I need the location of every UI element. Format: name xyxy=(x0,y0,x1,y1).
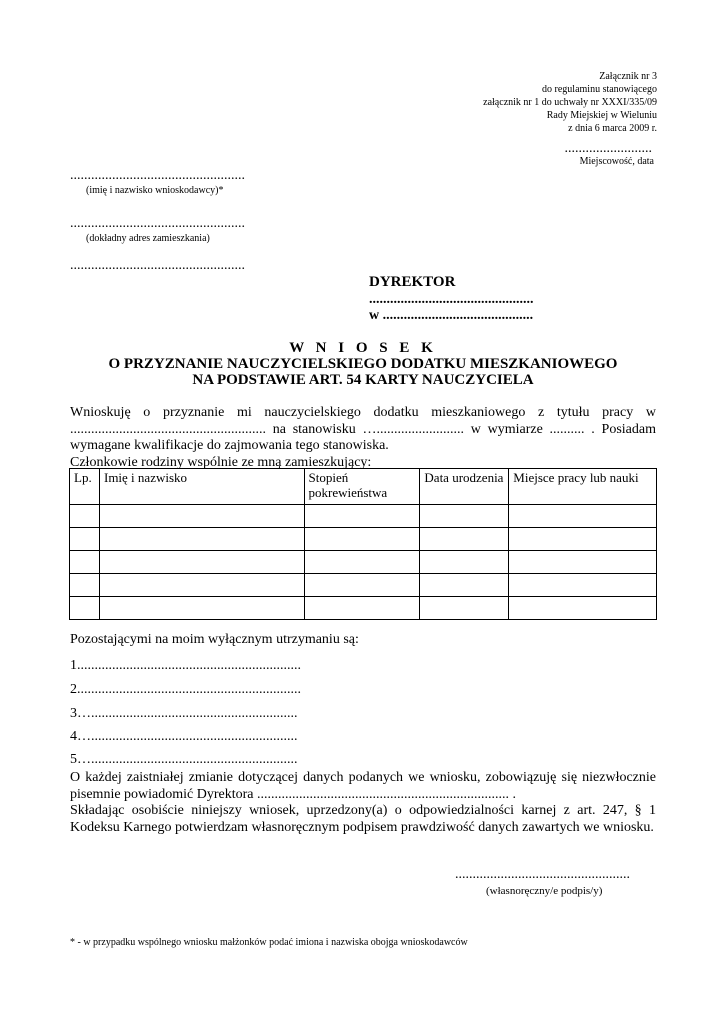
signature-label: (własnoręczny/e podpis/y) xyxy=(486,885,603,897)
table-cell[interactable] xyxy=(420,574,509,597)
table-cell[interactable] xyxy=(99,551,304,574)
table-cell[interactable] xyxy=(99,574,304,597)
place-date-field[interactable]: ......................... xyxy=(564,141,652,156)
title-line: O PRZYZNANIE NAUCZYCIELSKIEGO DODATKU MIESZKANIOWEGO xyxy=(108,356,618,372)
table-cell[interactable] xyxy=(304,574,420,597)
table-cell[interactable] xyxy=(509,574,657,597)
applicant-address-label: (dokładny adres zamieszkania) xyxy=(86,233,210,244)
column-header: Data urodzenia xyxy=(420,469,509,505)
table-row xyxy=(70,505,657,528)
table-cell[interactable] xyxy=(70,528,100,551)
table-cell[interactable] xyxy=(70,597,100,620)
table-cell[interactable] xyxy=(99,597,304,620)
table-cell[interactable] xyxy=(509,505,657,528)
table-cell[interactable] xyxy=(70,505,100,528)
document-title xyxy=(70,340,656,388)
applicant-name-field[interactable]: .................................................. xyxy=(70,168,245,183)
place-date-label: Miejscowość, data xyxy=(579,156,654,167)
annex-line: załącznik nr 1 do uchwały nr XXXI/335/09 xyxy=(483,97,657,108)
table-row xyxy=(70,574,657,597)
addressee-name-field[interactable]: ............................................... xyxy=(369,292,534,307)
dependent-line[interactable]: 2................................................................ xyxy=(70,682,301,697)
addressee-title: DYREKTOR xyxy=(369,274,456,290)
applicant-address-field[interactable]: .................................................. xyxy=(70,216,245,231)
applicant-address-field-2[interactable]: .................................................. xyxy=(70,258,245,273)
table-cell[interactable] xyxy=(304,551,420,574)
annex-reference xyxy=(337,70,657,135)
dependent-line[interactable]: 5…........................................................... xyxy=(70,752,298,767)
title-line: NA PODSTAWIE ART. 54 KARTY NAUCZYCIELA xyxy=(192,372,534,388)
family-members-table xyxy=(69,468,657,620)
dependent-line[interactable]: 1................................................................ xyxy=(70,658,301,673)
liability-text: Składając osobiście niniejszy wniosek, uprzedzony(a) o odpowiedzialności karnej z art. 247, § 1 Kodeksu Karnego potwierdzam własnoręcznym podpisem prawdziwość danych zawartych we wniosku. xyxy=(70,803,656,835)
table-header-row xyxy=(70,469,657,505)
table-row xyxy=(70,551,657,574)
request-paragraph: Wnioskuję o przyznanie mi nauczycielskiego dodatku mieszkaniowego z tytułu pracy w ........................................................ na stanowisku …......................... w wymiarze .......... . Posiadam wymagane kwalifikacje do zajmowania tego stanowiska. xyxy=(70,405,656,453)
table-row xyxy=(70,528,657,551)
column-header: Lp. xyxy=(70,469,100,505)
change-notice-text: O każdej zaistniałej zmianie dotyczącej danych podanych we wniosku, zobowiązuję się niezwłocznie pisemnie powiadomić Dyrektora ........................................................................ . xyxy=(70,770,656,802)
signature-field[interactable]: .................................................. xyxy=(455,867,630,882)
table-cell[interactable] xyxy=(99,528,304,551)
table-cell[interactable] xyxy=(304,528,420,551)
table-cell[interactable] xyxy=(509,551,657,574)
table-cell[interactable] xyxy=(99,505,304,528)
family-intro: Członkowie rodziny wspólnie ze mną zamieszkujący: xyxy=(70,454,372,470)
addressee-place-field[interactable]: w ........................................... xyxy=(369,308,534,323)
annex-line: z dnia 6 marca 2009 r. xyxy=(568,123,657,134)
annex-line: do regulaminu stanowiącego xyxy=(542,84,657,95)
table-cell[interactable] xyxy=(509,528,657,551)
column-header: Stopień pokrewieństwa xyxy=(304,469,420,505)
table-cell[interactable] xyxy=(304,597,420,620)
dependent-line[interactable]: 4…........................................................... xyxy=(70,729,298,744)
table-cell[interactable] xyxy=(509,597,657,620)
column-header: Miejsce pracy lub nauki xyxy=(509,469,657,505)
annex-line: Rady Miejskiej w Wieluniu xyxy=(546,110,657,121)
table-cell[interactable] xyxy=(420,597,509,620)
table-cell[interactable] xyxy=(304,505,420,528)
declarations-section xyxy=(70,770,656,836)
table-row xyxy=(70,597,657,620)
dependent-line[interactable]: 3…........................................................... xyxy=(70,706,298,721)
dependents-label: Pozostającymi na moim wyłącznym utrzymaniu są: xyxy=(70,632,359,647)
table-cell[interactable] xyxy=(420,551,509,574)
table-cell[interactable] xyxy=(420,528,509,551)
request-section xyxy=(70,405,656,471)
table-cell[interactable] xyxy=(70,574,100,597)
annex-line: Załącznik nr 3 xyxy=(599,71,657,82)
column-header: Imię i nazwisko xyxy=(99,469,304,505)
table-cell[interactable] xyxy=(70,551,100,574)
title-line: W N I O S E K xyxy=(289,340,437,356)
applicant-name-label: (imię i nazwisko wnioskodawcy)* xyxy=(86,185,224,196)
footnote: * - w przypadku wspólnego wniosku małżonków podać imiona i nazwiska obojga wnioskodawców xyxy=(70,937,468,948)
table-cell[interactable] xyxy=(420,505,509,528)
